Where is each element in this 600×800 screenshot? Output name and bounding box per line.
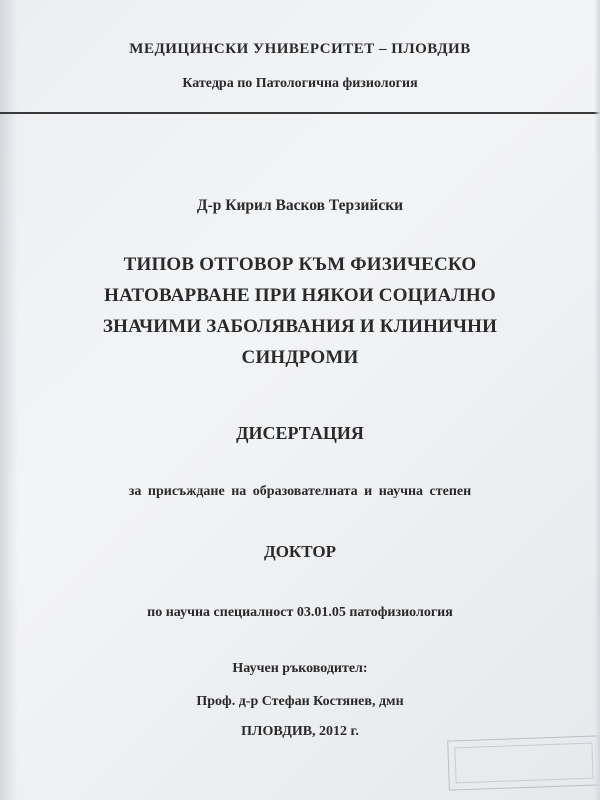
header-divider xyxy=(0,112,600,114)
supervisor-label: Научен ръководител: xyxy=(232,661,368,676)
library-stamp xyxy=(447,735,600,790)
library-stamp-inner xyxy=(454,743,593,784)
dissertation-title xyxy=(0,249,600,373)
thesis-label: ДИСЕРТАЦИЯ xyxy=(236,423,364,443)
university-name: МЕДИЦИНСКИ УНИВЕРСИТЕТ – ПЛОВДИВ xyxy=(129,41,471,57)
page-edge-shadow xyxy=(594,0,600,800)
title-line: СИНДРОМИ xyxy=(241,347,359,368)
purpose-text: за присъждане на образователната и научна степен xyxy=(128,484,472,499)
title-line: ЗНАЧИМИ ЗАБОЛЯВАНИЯ И КЛИНИЧНИ xyxy=(102,316,498,337)
title-line: ТИПОВ ОТГОВОР КЪМ ФИЗИЧЕСКО xyxy=(123,254,477,275)
department-name: Катедра по Патологична физиология xyxy=(182,76,418,91)
title-line: НАТОВАРВАНЕ ПРИ НЯКОИ СОЦИАЛНО xyxy=(104,285,496,306)
specialty-text: по научна специалност 03.01.05 патофизиология xyxy=(147,605,453,620)
place-year: ПЛОВДИВ, 2012 г. xyxy=(241,724,359,739)
author-name: Д-р Кирил Васков Терзийски xyxy=(196,197,404,214)
degree-label: ДОКТОР xyxy=(264,542,336,561)
supervisor-name: Проф. д-р Стефан Костянев, дмн xyxy=(196,694,404,709)
